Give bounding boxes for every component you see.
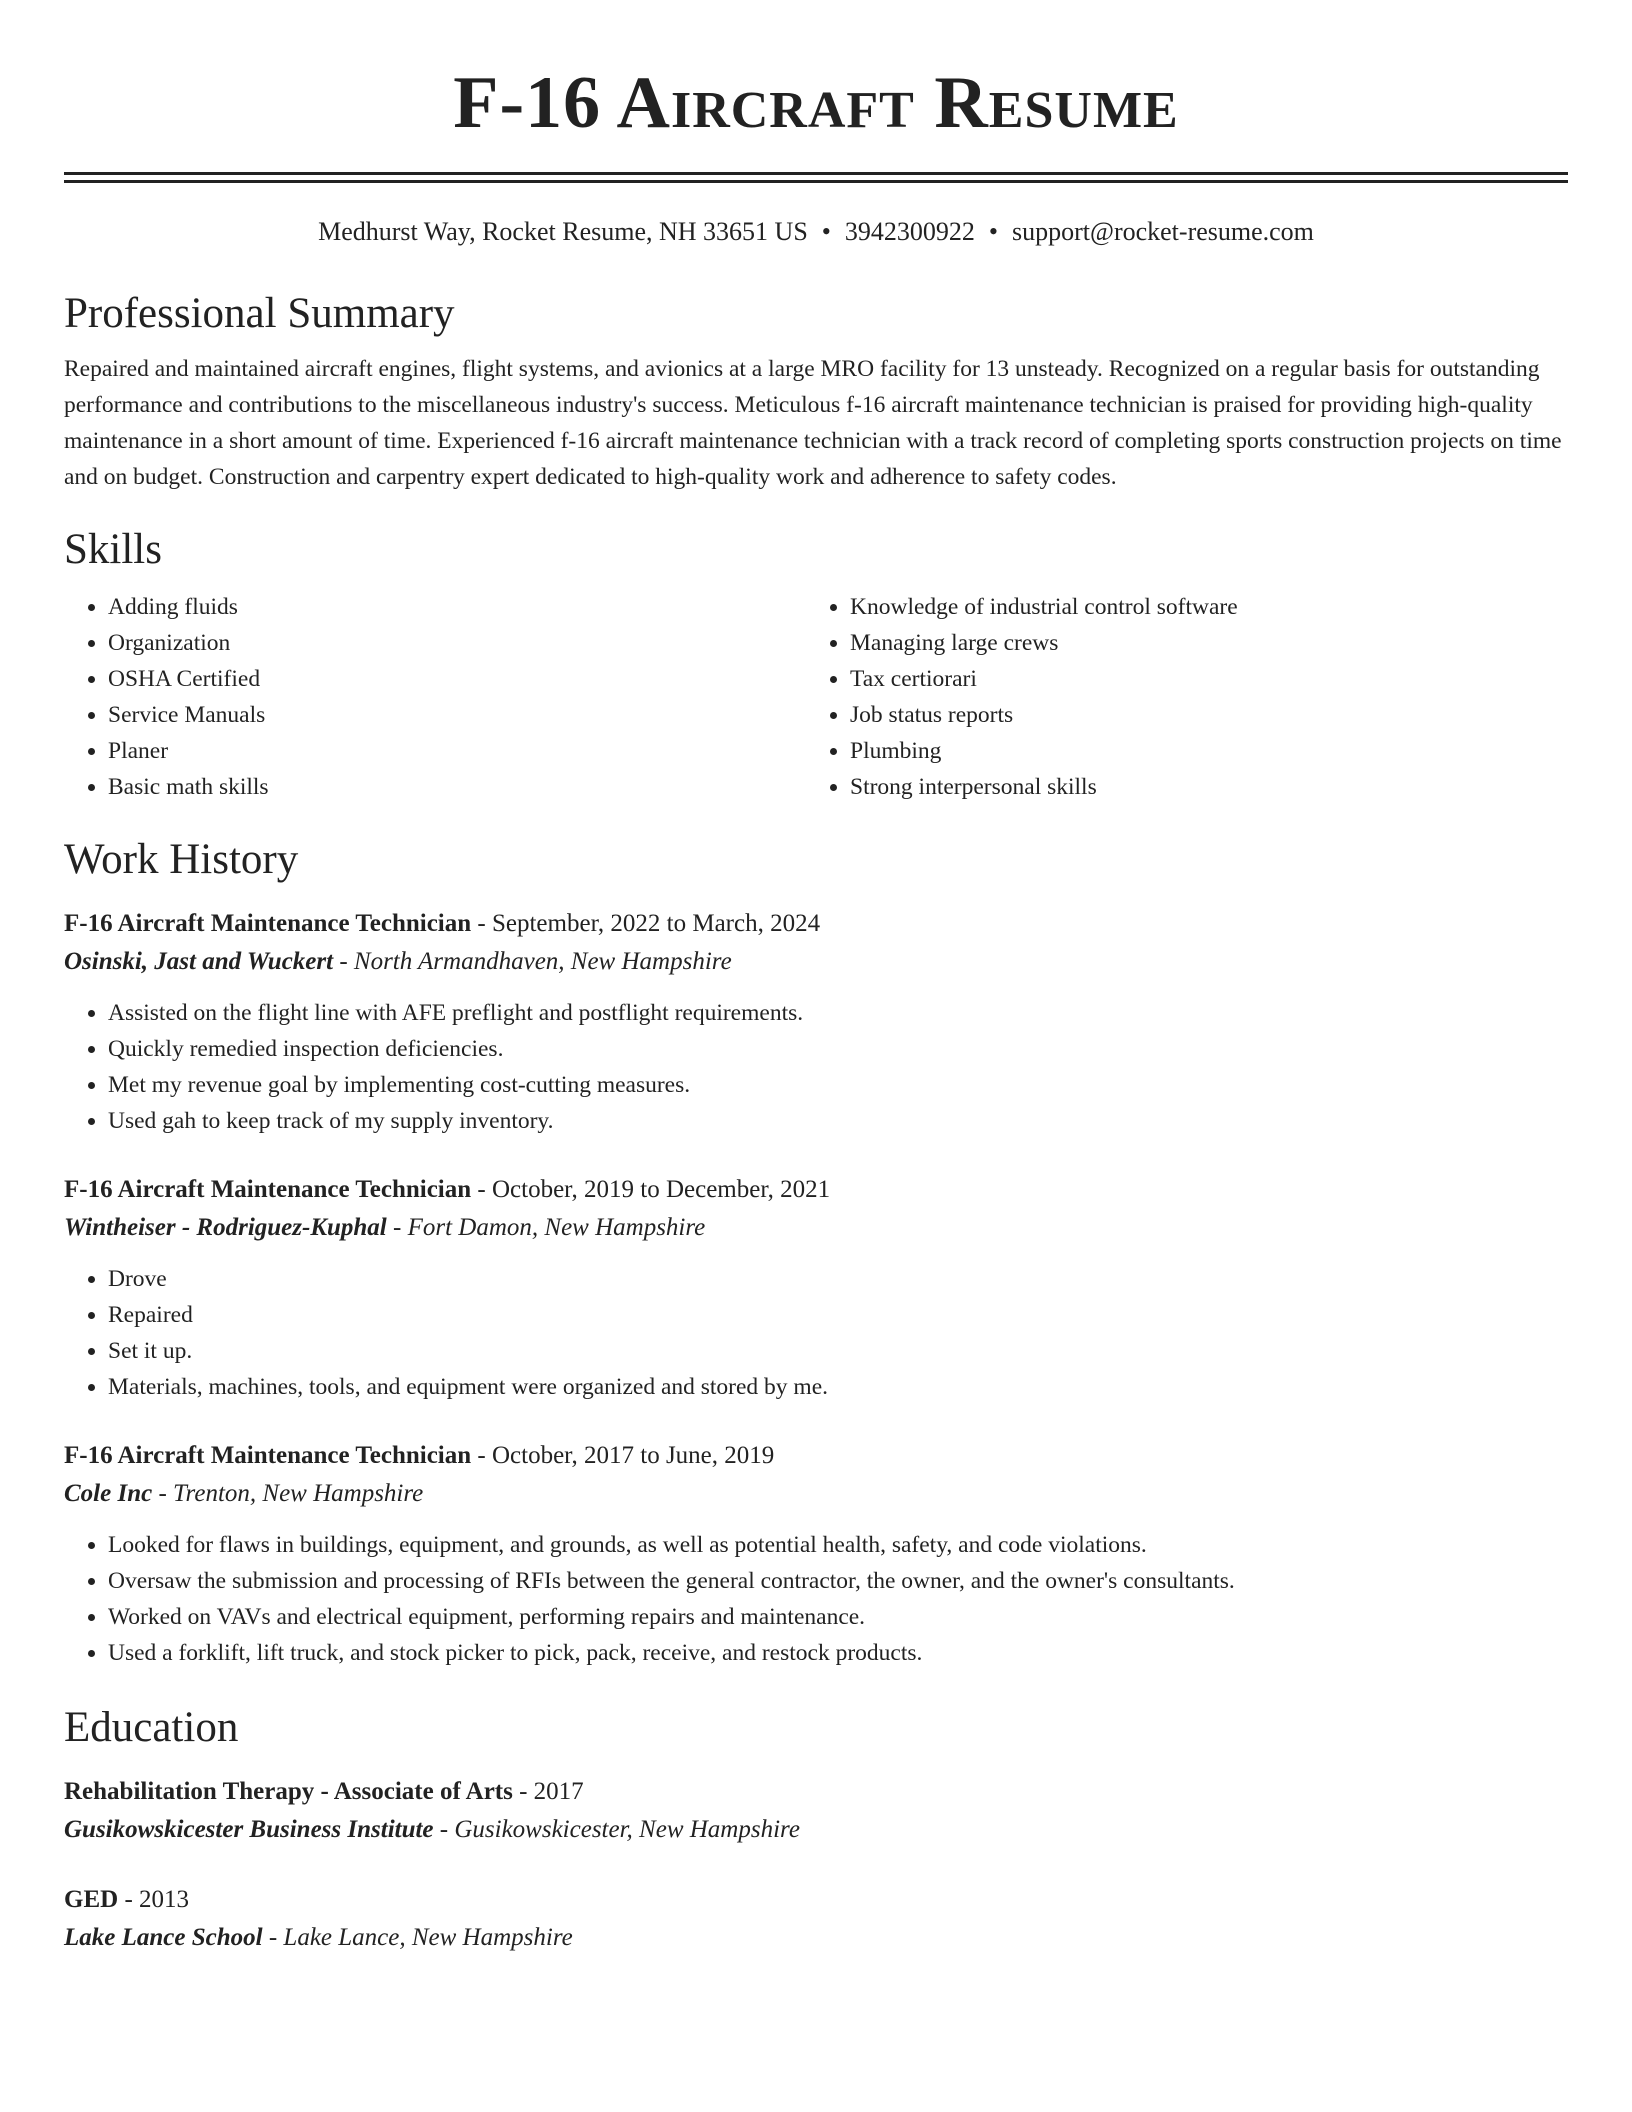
education-year: 2017 [533, 1778, 584, 1805]
job-company-line [64, 943, 1568, 981]
skills-list [64, 589, 1568, 805]
skill-item: • Managing large crews [850, 625, 1548, 661]
section-title-skills: Skills [64, 526, 162, 573]
section-title-summary: Professional Summary [64, 290, 455, 337]
job-bullet: • Looked for flaws in buildings, equipment, and grounds, as well as potential health, safety, and code violations. [108, 1527, 1568, 1563]
education-dash: - [118, 1886, 140, 1913]
education-entry [64, 1881, 1568, 1957]
skill-item: • Tax certiorari [850, 661, 1548, 697]
job-bullet: • Met my revenue goal by implementing cost-cutting measures. [108, 1067, 1568, 1103]
job-role: F-16 Aircraft Maintenance Technician [64, 1176, 472, 1203]
job-role: F-16 Aircraft Maintenance Technician [64, 910, 472, 937]
job-bullet: • Used a forklift, lift truck, and stock picker to pick, pack, receive, and restock products. [108, 1635, 1568, 1671]
job-location: Fort Damon, New Hampshire [407, 1214, 706, 1241]
job-dash: - [471, 1176, 492, 1203]
job-company: Cole Inc [64, 1480, 153, 1507]
education-year: 2013 [139, 1886, 190, 1913]
job-title-line [64, 1171, 1568, 1209]
job-location: Trenton, New Hampshire [173, 1480, 424, 1507]
education-school-line [64, 1919, 1568, 1957]
education-dash: - [262, 1924, 284, 1951]
contact-email: support@rocket-resume.com [1012, 217, 1314, 246]
education-degree-line [64, 1773, 1568, 1811]
job-bullet: • Oversaw the submission and processing of RFIs between the general contractor, the owner, and the owner's consultants. [108, 1563, 1568, 1599]
job-dates: October, 2019 to December, 2021 [491, 1176, 831, 1203]
skill-item: • Knowledge of industrial control software [850, 589, 1548, 625]
job-dates: October, 2017 to June, 2019 [491, 1442, 775, 1469]
skills-column-right [806, 589, 1548, 805]
job-company-line [64, 1475, 1568, 1513]
education-degree-line [64, 1881, 1568, 1919]
skills-column-left [64, 589, 806, 805]
job-role: F-16 Aircraft Maintenance Technician [64, 1442, 472, 1469]
job-location: North Armandhaven, New Hampshire [353, 948, 732, 975]
education-school-line [64, 1811, 1568, 1849]
job-bullets [64, 995, 1568, 1139]
education-entry [64, 1773, 1568, 1849]
education-location: Lake Lance, New Hampshire [283, 1924, 573, 1951]
contact-address: Medhurst Way, Rocket Resume, NH 33651 US [318, 217, 808, 246]
education-school: Lake Lance School [64, 1924, 263, 1951]
skill-item: • Planer [108, 733, 806, 769]
job-company: Wintheiser - Rodriguez-Kuphal [64, 1214, 387, 1241]
job-bullet: • Drove [108, 1261, 1568, 1297]
job-entry [64, 1437, 1568, 1671]
job-bullet: • Repaired [108, 1297, 1568, 1333]
education-location: Gusikowskicester, New Hampshire [454, 1816, 800, 1843]
skill-item: • Strong interpersonal skills [850, 769, 1548, 805]
job-entry [64, 905, 1568, 1139]
job-company: Osinski, Jast and Wuckert [64, 948, 334, 975]
job-dash: - [333, 948, 354, 975]
contact-separator: • [821, 217, 831, 246]
skill-item: • Organization [108, 625, 806, 661]
skill-item: • Plumbing [850, 733, 1548, 769]
job-company-line [64, 1209, 1568, 1247]
job-dates: September, 2022 to March, 2024 [491, 910, 821, 937]
job-bullet: • Quickly remedied inspection deficiencies. [108, 1031, 1568, 1067]
job-bullet: • Assisted on the flight line with AFE preflight and postflight requirements. [108, 995, 1568, 1031]
contact-line [64, 215, 1568, 249]
skill-item: • Basic math skills [108, 769, 806, 805]
section-title-education: Education [64, 1704, 239, 1751]
summary-text: Repaired and maintained aircraft engines, flight systems, and avionics at a large MRO facility for 13 unsteady. Recognized on a regular basis for outstanding performance and contributions to the miscellaneous industry's success. Meticulous f-16 aircraft maintenance technician is praised for providing high-quality maintenance in a short amount of time. Experienced f-16 aircraft maintenance technician with a track record of completing sports construction projects on time and on budget. Construction and carpentry expert dedicated to high-quality work and adherence to safety codes. [64, 356, 1562, 490]
contact-separator: • [988, 217, 998, 246]
skill-item: • Service Manuals [108, 697, 806, 733]
job-dash: - [471, 910, 492, 937]
job-bullets [64, 1261, 1568, 1405]
education-degree: GED [64, 1886, 119, 1913]
education-dash: - [433, 1816, 455, 1843]
job-dash: - [386, 1214, 408, 1241]
education-degree: Rehabilitation Therapy - Associate of Arts [64, 1778, 513, 1805]
job-bullet: • Set it up. [108, 1333, 1568, 1369]
job-dash: - [471, 1442, 492, 1469]
job-title-line [64, 1437, 1568, 1475]
job-bullet: • Used gah to keep track of my supply inventory. [108, 1103, 1568, 1139]
contact-phone: 3942300922 [844, 217, 975, 246]
skill-item: • Job status reports [850, 697, 1548, 733]
job-bullets [64, 1527, 1568, 1671]
education-dash: - [512, 1778, 534, 1805]
job-bullet: • Materials, machines, tools, and equipment were organized and stored by me. [108, 1369, 1568, 1405]
education-school: Gusikowskicester Business Institute [64, 1816, 434, 1843]
title-double-rule [64, 172, 1568, 183]
section-title-work-history: Work History [64, 836, 299, 883]
job-bullet: • Worked on VAVs and electrical equipment, performing repairs and maintenance. [108, 1599, 1568, 1635]
skill-item: • OSHA Certified [108, 661, 806, 697]
job-dash: - [152, 1480, 174, 1507]
skill-item: • Adding fluids [108, 589, 806, 625]
resume-title: F-16 Aircraft Resume [453, 62, 1179, 144]
job-title-line [64, 905, 1568, 943]
job-entry [64, 1171, 1568, 1405]
